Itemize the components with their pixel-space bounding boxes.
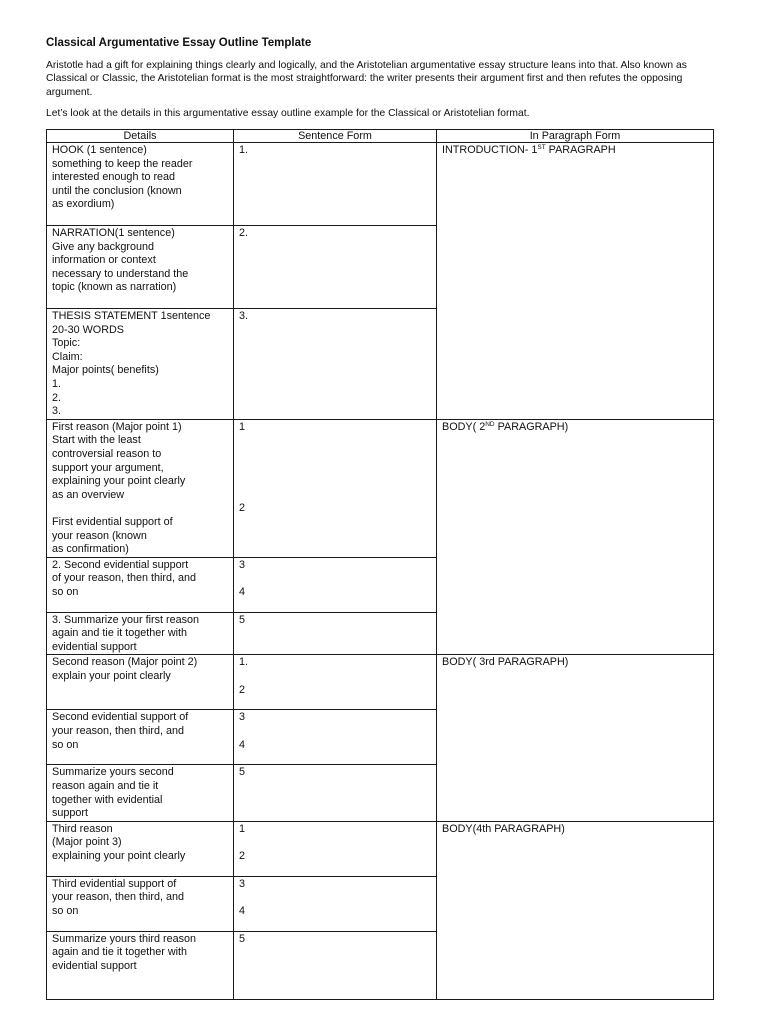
paragraph-label-body-2 [442,421,708,435]
details-text: First reason (Major point 1) Start with the least controversial reason to support your argument, explaining your point clearly as an overview First evidential support of your reason (known as confirmation) [52,420,186,556]
paragraph-label-sup: ND [485,420,495,428]
paragraph-label-body-3: BODY( 3rd PARAGRAPH) [442,656,569,669]
details-text: Third evidential support of your reason, then third, and so on [52,877,185,918]
sentence-cell [234,557,437,612]
table-row [47,655,714,710]
paragraph-label-body-4: BODY(4th PARAGRAPH) [442,822,565,835]
table-row [47,419,714,557]
sentence-cell [234,821,437,876]
details-text: 3. Summarize your first reason again and tie it together with evidential support [52,613,200,653]
sentence-cell [234,876,437,931]
sentence-number: 1. 2 [239,656,249,696]
sentence-number: 3 4 [239,877,246,918]
sentence-cell [234,419,437,557]
details-cell [47,876,234,931]
sentence-number: 1 2 [239,822,246,863]
sentence-number: 1. [239,144,249,156]
details-cell [47,931,234,999]
details-cell [47,226,234,309]
document-title: Classical Argumentative Essay Outline Template [46,37,312,49]
paragraph-label-tail: PARAGRAPH [545,144,616,156]
sentence-cell [234,655,437,710]
details-cell [47,419,234,557]
details-text: 2. Second evidential support of your reason, then third, and so on [52,558,197,598]
paragraph-cell-body-2 [437,419,714,655]
table-header-row [47,130,714,143]
header-paragraph-form: In Paragraph Form [437,130,714,143]
paragraph-cell-intro [437,143,714,420]
paragraph-label-intro [442,144,708,158]
details-text: HOOK (1 sentence) something to keep the reader interested enough to read until the conclusion (known as exordium) [52,144,193,211]
details-cell [47,309,234,420]
details-cell [47,710,234,765]
sentence-cell [234,765,437,821]
header-sentence-form: Sentence Form [234,130,437,143]
table-row [47,143,714,226]
details-cell [47,821,234,876]
details-text: Summarize yours second reason again and tie it together with evidential support [52,766,174,820]
paragraph-label-text: INTRODUCTION- 1 [442,144,538,156]
intro-paragraph: Aristotle had a gift for explaining things clearly and logically, and the Aristotelian argumentative essay structure leans into that. Also known as Classical or Classic, the Aristotelian format is the most straightforward: the writer presents their argument first and then refutes the opposing argument. [46,60,687,98]
sentence-cell [234,143,437,226]
details-text: Second reason (Major point 2) explain your point clearly [52,656,198,683]
lead-paragraph: Let’s look at the details in this argumentative essay outline example for the Classical or Aristotelian format. [46,108,530,119]
sentence-number: 3. [239,310,249,322]
paragraph-cell-body-3 [437,655,714,821]
sentence-cell [234,309,437,420]
details-cell [47,655,234,710]
sentence-cell [234,931,437,999]
sentence-number: 5 [239,766,246,779]
details-cell [47,612,234,655]
details-text: NARRATION(1 sentence) Give any background information or context necessary to understand the topic (known as narration) [52,227,189,294]
header-details: Details [47,130,234,143]
sentence-number: 1 2 [239,420,246,515]
outline-table [46,129,714,1000]
paragraph-label-tail: PARAGRAPH) [494,420,569,433]
sentence-number: 5 [239,932,246,945]
paragraph-cell-body-4 [437,821,714,999]
details-text: Third reason (Major point 3) explaining your point clearly [52,822,186,863]
sentence-number: 3 4 [239,558,246,598]
details-cell [47,557,234,612]
details-text: THESIS STATEMENT 1sentence 20-30 WORDS Topic: Claim: Major points( benefits) 1. 2. 3. [52,310,211,418]
sentence-number: 2. [239,227,249,239]
details-cell [47,143,234,226]
sentence-cell [234,710,437,765]
sentence-number: 3 4 [239,711,246,751]
sentence-cell [234,612,437,655]
details-cell [47,765,234,821]
details-text: Summarize yours third reason again and tie it together with evidential support [52,932,197,973]
paragraph-label-text: BODY( 2 [442,420,486,433]
details-text: Second evidential support of your reason, then third, and so on [52,711,189,751]
paragraph-label-sup: ST [537,144,546,151]
table-row [47,821,714,876]
sentence-cell [234,226,437,309]
sentence-number: 5 [239,613,246,626]
